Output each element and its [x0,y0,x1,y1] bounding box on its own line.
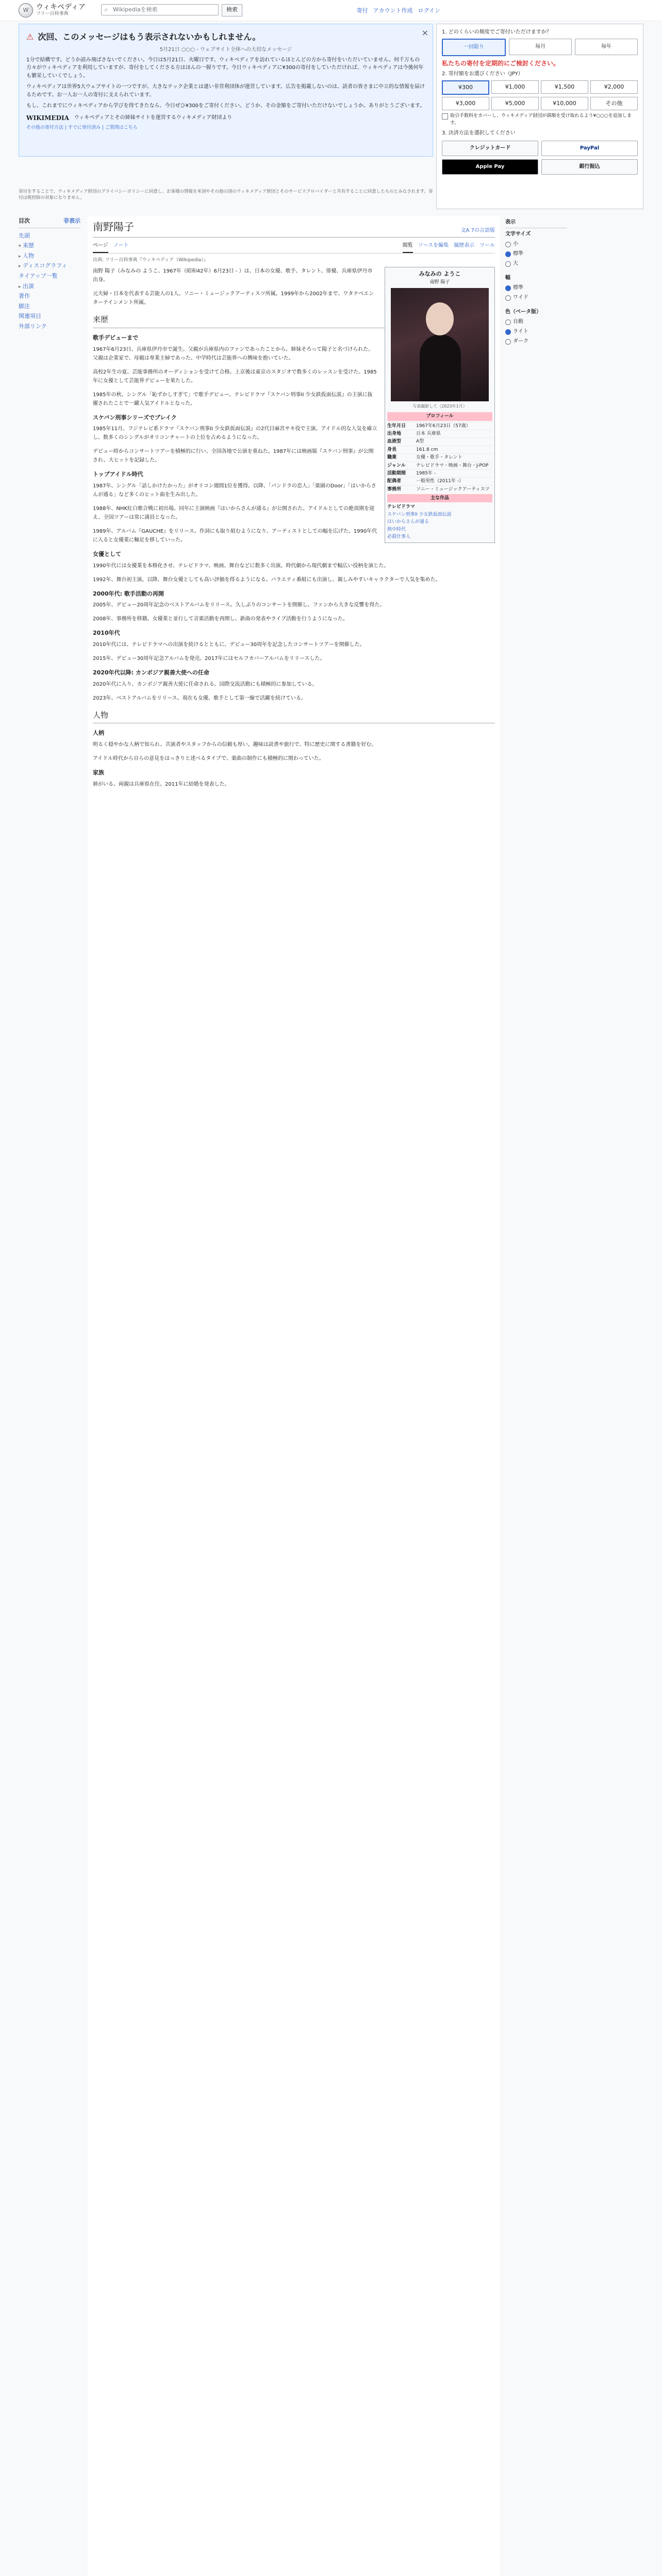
body-paragraph: 1987年、シングル「話しかけたかった」がオリコン週間1位を獲得。以降、「パンドラの恋人」「楽園のDoor」「はいからさんが通る」など多くのヒット曲を生み出した。 [93,483,376,498]
radio-icon [505,251,511,257]
amount-question: 2. 寄付額をお選びください（JPY） [442,71,523,77]
body-paragraph: 2023年、ベストアルバムをリリース。現在も女優、歌手として第一線で活躍を続けている。 [93,695,306,701]
subsection-heading: 女優として [93,550,121,557]
language-button[interactable]: 文A 7の言語版 [460,228,495,233]
infobox-row [387,453,492,461]
body-paragraph: アイドル時代から自らの意見をはっきりと述べるタイプで、楽曲の制作にも積極的に関わっていた。 [93,755,324,761]
toc-hide-button[interactable]: 非表示 [63,217,80,224]
infobox [385,267,495,543]
infobox-key: ジャンル [387,463,406,468]
infobox-key: 職業 [387,455,397,461]
color-option[interactable] [505,328,567,336]
freq-monthly-button[interactable]: 毎月 [509,39,572,55]
work-link[interactable]: 必殺仕事人 [387,534,411,540]
infobox-name: 南野 陽子 [429,279,450,285]
subsection-heading: 2010年代 [93,630,120,637]
radio-icon [505,242,511,247]
fee-label: 取引手数料をカバーし、ウィキメディア財団が満額を受け取れるよう¥○○○を追加します。 [450,113,632,126]
text-size-option[interactable] [505,240,567,248]
body-paragraph: 2005年、デビュー20周年記念のベストアルバムをリリース。久しぶりのコンサートを開催し、ファンから大きな反響を得た。 [93,602,385,608]
body-paragraph: 1985年の秋、シングル「恥ずかしすぎて」で歌手デビュー。テレビドラマ『スケバン刑事II 少女鉄仮面伝説』の主演に抜擢されたことで一躍人気アイドルとなった。 [93,392,373,406]
infobox-row [387,469,492,477]
toc-item[interactable]: 先頭 [19,232,30,239]
chevron-right-icon: ▸ [19,264,21,269]
subsection-heading: スケバン刑事シリーズでブレイク [93,414,177,421]
toc-item[interactable]: タイアップ一覧 [19,272,58,279]
body-paragraph: 1985年11月、フジテレビ系ドラマ『スケバン刑事II 少女鉄仮面伝説』の2代目麻宮サキ役で主演。アイドル的な人気を確立し、数多くのシングルがオリコンチャートの上位を占めるようになった。 [93,426,377,441]
tab-page[interactable]: ページ [93,240,108,253]
create-account-link[interactable]: アカウント作成 [373,7,413,14]
banner-heading: 次回、このメッセージはもう表示されないかもしれません。 [38,32,261,42]
body-paragraph: 2020年代に入り、カンボジア親善大使に任命される。国際交流活動にも積極的に参加している。 [93,681,318,687]
text-size-option[interactable] [505,250,567,258]
work-link[interactable]: スケバン刑事II 少女鉄仮面伝説 [387,512,452,517]
infobox-key: 配偶者 [387,479,402,484]
tab-read[interactable]: 閲覧 [403,240,413,253]
infobox-row [387,430,492,437]
infobox-key: 身長 [387,447,397,452]
donate-appeal: 私たちの寄付を定期的にご検討ください。 [442,60,560,67]
source-line: 出典: フリー百科事典『ウィキペディア（Wikipedia）』 [93,258,208,263]
user-links [357,6,440,15]
body-paragraph: 2008年、事務所を移籍。女優業と並行して音楽活動を再開し、新曲の発表やライブ活動を行うようになった。 [93,616,348,622]
page-title: 南野陽子 [93,221,134,233]
toc-item[interactable]: ▸ 出演 [19,282,35,290]
tab-talk[interactable]: ノート [113,243,129,248]
banner-paragraph: ウィキペディアは世界5大ウェブサイトの一つですが、大きなテック企業とは違い非営利団体が運営しています。広告を掲載しないのは、読者の皆さまに中立的な情報を届けるためです。お一人お一人の寄付に支えられています。 [26,84,425,98]
body-paragraph: 1989年、アルバム『GAUCHE』をリリース。作詞にも取り組むようになり、アーティストとしての幅を広げた。1990年代に入ると女優業に軸足を移していった。 [93,528,377,543]
infobox-row [387,462,492,469]
close-icon[interactable]: × [421,28,428,38]
amount-option[interactable]: ¥5,000 [491,97,539,110]
toc-heading: 目次 [19,217,30,224]
privacy-notice: 寄付をすることで、ウィキメディア財団のプライバシーポリシーに同意し、お客様の情報を米国やその他の国のウィキメディア財団とそのサービスプロバイダーと共有することに同意したものとみなされます。寄付は税控除の対象になりません。 [19,189,433,201]
work-link[interactable]: 熱中時代 [387,527,406,532]
amount-option[interactable]: ¥1,000 [491,80,539,94]
radio-icon [505,319,511,325]
color-heading: 色（ベータ版） [505,309,541,315]
infobox-key: 血液型 [387,439,402,445]
text-size-option-label: 大 [513,261,518,266]
infobox-value: テレビドラマ・映画・舞台・J-POP [416,463,489,468]
tab-history[interactable]: 履歴表示 [454,243,475,248]
lead-paragraph: 南野 陽子（みなみの ようこ、1967年（昭和42年）6月23日 - ）は、日本の女優、歌手、タレント、俳優、兵庫県伊丹市出身。 [93,268,373,283]
infobox-key: 出身地 [387,431,402,436]
chevron-down-icon: ▾ [19,244,21,249]
toc-sidebar [19,216,80,332]
subsection-heading: 2000年代: 歌手活動の再開 [93,590,164,597]
color-option-label: 自動 [513,319,523,325]
infobox-value: 女優・歌手・タレント [416,455,462,461]
globe-icon: W [19,3,33,18]
search-placeholder: Wikipediaを検索 [113,6,158,13]
banner-paragraph: 1分で結構です。どうか読み飛ばさないでください。今日は5月21日、火曜日です。ウィキペディアを訪れているほとんどの方から寄付をいただいていません。何千万もの方々がウィキペディアを利用していますが、寄付をしてくださる方はほんの一握りです。今日ウィキペディアに¥300の寄付をしていただければ、ウィキペディアは今後何年も繁栄していくでしょう。 [26,57,424,79]
banner-links[interactable]: その他の寄付方法 | すでに寄付済み | ご質問はこちら [26,125,138,130]
tab-tools[interactable]: ツール [479,243,495,248]
radio-icon [505,285,511,291]
credit-card-button[interactable]: クレジットカード [442,141,538,156]
body-paragraph: 姉がいる。両親は兵庫県在住。2011年に結婚を発表した。 [93,781,230,787]
banner-subline: 5月21日 ○○○ - ウェブサイト全体への大切なメッセージ [159,46,292,53]
text-size-option[interactable] [505,260,567,268]
amount-option[interactable]: ¥2,000 [590,80,638,94]
chevron-right-icon: ▸ [19,284,21,290]
paypal-button[interactable]: PayPal [541,141,638,156]
amount-option[interactable]: ¥300 [442,80,489,95]
section-heading: 人物 [93,709,495,724]
toc-item[interactable]: ▸ ディスコグラフィ [19,262,68,269]
body-paragraph: 高校2年生の夏、芸能事務所のオーディションを受けて合格。上京後は東京のスタジオで数多くのレッスンを受けた。1985年に女優として芸能界デビューを果たした。 [93,369,377,384]
body-paragraph: デビュー時からコンサートツアーを積極的に行い、全国各地で公演を重ねた。1987年には映画版『スケバン刑事』が公開され、大ヒットを記録した。 [93,449,374,464]
body-paragraph: 1967年6月23日、兵庫県伊丹市で誕生。父親が兵庫県内のファンであったことから、姉妹そろって陽子と名づけられた。父親は企業家で、母親は専業主婦であった。中学時代は芸能界への興味を抱いていた。 [93,346,374,361]
section-heading: 来歴 [93,313,495,328]
apple-pay-button[interactable]: Apple Pay [442,159,538,175]
donation-banner [19,24,433,157]
search-button[interactable]: 検索 [222,4,242,16]
color-option[interactable] [505,318,567,326]
logo-title: ウィキペディア [36,3,86,12]
portrait-photo[interactable] [391,288,489,401]
search-input[interactable] [101,4,219,15]
amount-option[interactable]: ¥10,000 [541,97,588,110]
donate-form [436,24,643,209]
radio-icon [505,295,511,301]
subsection-heading: 人柄 [93,730,104,737]
infobox-band: プロフィール [387,412,492,420]
photo-caption: 写真撮影して（2023年1月） [412,404,467,409]
appearance-heading: 表示 [505,218,567,228]
warning-icon: ⚠ [26,32,34,42]
lead-paragraph: 元夫婦・日本を代表する芸能人の1人。ソニー・ミュージックアーティスツ所属。1999年から2002年まで、ワタナベエンターテインメント所属。 [93,291,374,306]
amount-option[interactable]: ¥1,500 [541,80,588,94]
text-size-heading: 文字サイズ [505,231,531,237]
amount-other[interactable]: その他 [590,97,638,110]
width-heading: 幅 [505,275,510,281]
infobox-band: 主な作品 [387,494,492,502]
infobox-value: A型 [416,439,424,445]
body-paragraph: 1992年、舞台初主演。以降、舞台女優としても高い評価を得るようになる。バラエティ番組にも出演し、親しみやすいキャラクターで人気を集めた。 [93,577,441,583]
tab-edit-source[interactable]: ソースを編集 [418,243,449,248]
frequency-question: 1. どのくらいの頻度でご寄付いただけますか？ [442,29,552,35]
color-option[interactable] [505,337,567,346]
banner-paragraph: もし、これまでにウィキペディアから学びを得てきたなら、今日ぜひ¥300をご寄付ください。どうか、その金額をご寄付いただけないでしょうか。ありがとうございます。 [26,103,425,109]
color-option-label: ライト [513,329,528,334]
bank-transfer-button[interactable]: 銀行振込 [541,159,638,175]
infobox-key: 生年月日 [387,423,406,429]
body-paragraph: 1988年、NHK紅白歌合戦に初出場。同年に主演映画『はいからさんが通る』が公開された。アイドルとしての絶頂期を迎え、全国ツアーは常に満員となった。 [93,505,375,520]
logo-subtitle: フリー百科事典 [36,11,69,16]
text-size-option-label: 標準 [513,251,523,257]
infobox-key: 事務所 [387,486,402,492]
body-paragraph: 2010年代には、テレビドラマへの出演を続けるとともに、デビュー30周年を記念したコンサートツアーを開催した。 [93,642,365,648]
top-bar [0,0,662,21]
color-option-label: ダーク [513,338,528,344]
infobox-value: 一般男性（2011年 -） [416,479,464,484]
radio-icon [505,339,511,345]
width-option[interactable] [505,294,567,302]
infobox-value: 日本 兵庫県 [416,431,441,436]
radio-icon [505,329,511,335]
search-icon: ⌕ [105,6,108,13]
infobox-row [387,477,492,485]
text-size-option-label: 小 [513,241,518,247]
fee-checkbox[interactable] [442,113,448,120]
method-question: 3. 決済方法を選択してください [442,130,516,136]
freq-once-button[interactable]: 一回限り [442,39,506,56]
toc-item[interactable]: 著作 [19,293,30,300]
subsection-heading: 2020年代以降: カンボジア親善大使への任命 [93,669,209,676]
toc-item[interactable]: 関連項目 [19,313,41,320]
wikipedia-logo[interactable] [19,3,86,18]
toc-item[interactable]: 外部リンク [19,323,47,330]
toc-item[interactable]: ▾ 来歴 [19,242,35,249]
body-paragraph: 2015年、デビュー30周年記念アルバムを発売。2017年にはセルフカバーアルバムをリリースした。 [93,656,325,662]
infobox-kana: みなみの ようこ [419,270,461,278]
subsection-heading: 家族 [93,769,104,776]
body-paragraph: 明るく穏やかな人柄で知られ、共演者やスタッフからの信頼も厚い。趣味は読書や旅行で、特に歴史に関する書籍を好む。 [93,741,377,748]
work-link[interactable]: はいからさんが通る [387,519,429,525]
infobox-value: ソニー・ミュージックアーティスツ [416,486,490,492]
appearance-panel [505,216,567,352]
infobox-row [387,446,492,453]
toc-item[interactable]: 脚注 [19,302,30,310]
width-option-label: 標準 [513,285,523,291]
width-option[interactable] [505,284,567,292]
toc-item[interactable]: ▸ 人物 [19,252,35,259]
wikimedia-logo: WIKIMEDIA [26,114,69,122]
radio-icon [505,261,511,267]
infobox-row [387,422,492,430]
works-heading: テレビドラマ [387,504,415,510]
brand-description: ウィキペディアとその姉妹サイトを運営するウィキメディア財団より [74,115,233,121]
infobox-value: 161.8 cm [416,447,438,452]
subsection-heading: トップアイドル時代 [93,471,143,478]
article-content [88,216,500,2576]
page-tabs [93,240,495,253]
infobox-value: 1985年 - [416,470,436,476]
infobox-value: 1967年6月23日（57歳） [416,423,471,429]
width-option-label: ワイド [513,295,528,300]
infobox-key: 活動期間 [387,470,406,476]
body-paragraph: 1990年代には女優業を本格化させ、テレビドラマ、映画、舞台などに数多く出演。時代劇から現代劇まで幅広い役柄を演じた。 [93,563,389,569]
infobox-row [387,485,492,493]
login-link[interactable]: ログイン [418,7,440,14]
donate-link[interactable]: 寄付 [356,7,368,14]
subsection-heading: 歌手デビューまで [93,334,138,341]
infobox-row [387,437,492,445]
chevron-right-icon: ▸ [19,253,21,259]
freq-yearly-button[interactable]: 毎年 [575,39,638,55]
amount-option[interactable]: ¥3,000 [442,97,489,110]
